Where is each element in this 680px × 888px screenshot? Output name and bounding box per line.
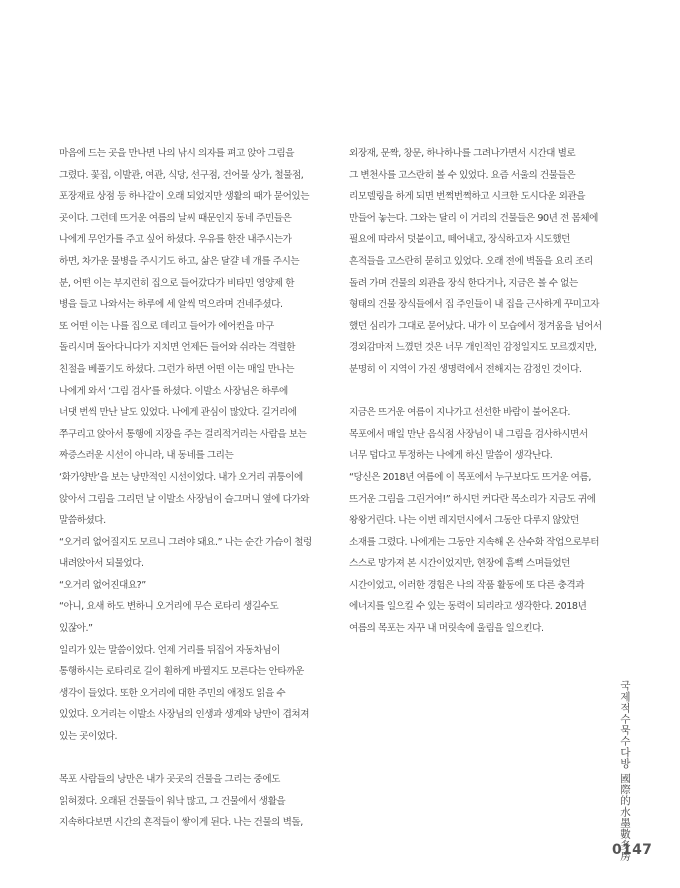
text-line: 있는 곳이었다.	[59, 731, 118, 743]
text-line: 쭈구리고 앉아서 통행에 지장을 주는 걸리적거리는 사람을 보는	[59, 428, 307, 440]
text-line: 말씀하셨다.	[59, 515, 106, 527]
text-line: 친절을 베풀기도 하셨다. 그런가 하면 어떤 이는 매일 만나는	[59, 363, 295, 375]
text-line: 마음에 드는 곳을 만나면 나의 낚시 의자를 펴고 앉아 그림을	[59, 148, 295, 159]
text-line: 스스로 망가져 본 시간이었지만, 현장에 흠뻑 스며들었던	[349, 558, 571, 570]
text-line: 있잖아.”	[59, 623, 93, 635]
text-line: 목포에서 매일 만난 음식점 사장님이 내 그림을 검사하시면서	[349, 428, 588, 440]
text-line: 에너지를 일으킬 수 있는 동력이 되리라고 생각한다. 2018년	[349, 601, 587, 613]
text-line: 생각이 들었다. 또한 오거리에 대한 주민의 애정도 읽을 수	[59, 687, 286, 699]
page-number: 0147	[612, 842, 653, 858]
text-line: 그 변천사를 고스란히 볼 수 있었다. 요즘 서울의 건물들은	[349, 169, 576, 181]
text-line: 리모델링을 하게 되면 번쩍번쩍하고 시크한 도시다운 외관을	[349, 191, 586, 203]
running-title: 국제적수묵수다방 國際的水墨數多房	[619, 680, 631, 862]
text-line: 흔적들을 고스란히 묻히고 있었다. 오래 전에 벽돌을 요리 조리	[349, 255, 593, 267]
text-line: 하면, 차가운 물병을 주시기도 하고, 삶은 달걀 네 개를 주시는	[59, 255, 300, 267]
text-line: “당신은 2018년 여름에 이 목포에서 누구보다도 뜨거운 여름,	[349, 471, 591, 483]
text-line: “아니, 요새 하도 변하니 오거리에 무슨 로타리 생길수도	[59, 601, 279, 613]
text-line: 나에게 와서 ‘그림 검사’를 하셨다. 이발소 사장님은 하루에	[59, 385, 288, 397]
paragraph-gap	[59, 748, 351, 770]
text-line: 그렸다. 꽃집, 이발관, 여관, 식당, 선구점, 건어물 상가, 철물점,	[59, 169, 304, 181]
text-line: 여름의 목포는 자꾸 내 머릿속에 울림을 일으킨다.	[349, 623, 544, 635]
text-line: 통행하시는 로타리로 길이 훤하게 바뀔지도 모른다는 안타까운	[59, 666, 304, 678]
text-line: 너무 덥다고 투정하는 나에게 하신 말씀이 생각난다.	[349, 450, 553, 462]
text-line: 돌리시며 돌아다니다가 지치면 언제든 들어와 쉬라는 격렬한	[59, 342, 296, 354]
text-line: 만들어 놓는다. 그와는 달리 이 거리의 건물들은 90년 전 몸체에	[349, 212, 598, 224]
paragraph	[59, 143, 351, 748]
text-line: 필요에 따라서 덧붙이고, 떼어내고, 장식하고자 시도했던	[349, 234, 571, 246]
text-line: 분, 어떤 이는 부지런히 집으로 들어갔다가 비타민 영양제 한	[59, 277, 295, 289]
text-line: 했던 심리가 그대로 묻어났다. 내가 이 모습에서 정겨움을 넘어서	[349, 320, 602, 332]
text-line: 형태의 건물 장식들에서 집 주인들이 내 집을 근사하게 꾸미고자	[349, 299, 600, 311]
text-line: 일리가 있는 말씀이었다. 언제 거리를 뒤집어 자동차님이	[59, 644, 281, 656]
text-line: 짜증스러운 시선이 아니라, 내 동네를 그리는	[59, 450, 234, 462]
paragraph	[349, 402, 645, 640]
text-line: 너댓 번씩 만난 날도 있었다. 나에게 관심이 많았다. 길거리에	[59, 407, 297, 419]
text-line: 또 어떤 이는 나를 집으로 데리고 들어가 에어컨을 마구	[59, 320, 274, 332]
text-line: ‘화가양반’을 보는 낭만적인 시선이었다. 내가 오거리 귀퉁이에	[59, 471, 303, 483]
paragraph	[59, 769, 351, 834]
text-line: 지금은 뜨거운 여름이 지나가고 선선한 바람이 불어온다.	[349, 407, 571, 419]
text-line: 시간이었고, 이러한 경험은 나의 작품 활동에 또 다른 충격과	[349, 579, 585, 591]
text-line: 돌려 가며 건물의 외관을 장식 한다거나, 지금은 볼 수 없는	[349, 277, 578, 289]
text-line: 왕왕거린다. 나는 이번 레지던시에서 그동안 다루지 않았던	[349, 515, 579, 527]
text-line: 목포 사람들의 낭만은 내가 곳곳의 건물을 그리는 중에도	[59, 774, 281, 786]
text-line: 소재를 그렸다. 나에게는 그동안 지속해 온 산수화 작업으로부터	[349, 536, 600, 548]
text-line: “오거리 없어질지도 모르니 그려야 돼요.” 나는 순간 가슴이 철렁	[59, 536, 312, 548]
text-line: 앉아서 그림을 그리던 날 이발소 사장님이 슬그머니 옆에 다가와	[59, 493, 310, 505]
right-column	[349, 143, 645, 640]
text-line: 분명히 이 지역이 가진 생명력에서 전해지는 감정인 것이다.	[349, 363, 582, 375]
text-line: 내려앉아서 되물었다.	[59, 558, 144, 570]
text-line: 있었다. 오거리는 이발소 사장님의 인생과 생계와 낭만이 겹쳐져	[59, 709, 310, 721]
text-line: 지속하다보면 시간의 흔적들이 쌓이게 된다. 나는 건물의 벽돌,	[59, 817, 303, 829]
text-line: 읽혀졌다. 오래된 건물들이 워낙 많고, 그 건물에서 생활을	[59, 795, 286, 807]
left-column	[59, 143, 351, 834]
text-line: 외장재, 문짝, 창문, 하나하나를 그려나가면서 시간대 별로	[349, 148, 576, 159]
paragraph	[349, 143, 645, 381]
text-line: 곳이다. 그런데 뜨거운 여름의 날씨 때문인지 동네 주민들은	[59, 212, 292, 224]
text-line: 나에게 무언가를 주고 싶어 하셨다. 우유를 한잔 내주시는가	[59, 234, 292, 246]
text-line: 포장재료 상점 등 하나같이 오래 되었지만 생활의 때가 묻어있는	[59, 191, 310, 203]
text-line: “오거리 없어진대요?”	[59, 579, 146, 591]
text-line: 병을 들고 나와서는 하루에 세 알씩 먹으라며 건네주셨다.	[59, 299, 283, 311]
text-line: 뜨거운 그림을 그린거여!” 하시던 커다란 목소리가 지금도 귀에	[349, 493, 596, 505]
paragraph-gap	[349, 381, 645, 403]
text-line: 경외감마저 느꼈던 것은 너무 개인적인 감정일지도 모르겠지만,	[349, 342, 597, 354]
